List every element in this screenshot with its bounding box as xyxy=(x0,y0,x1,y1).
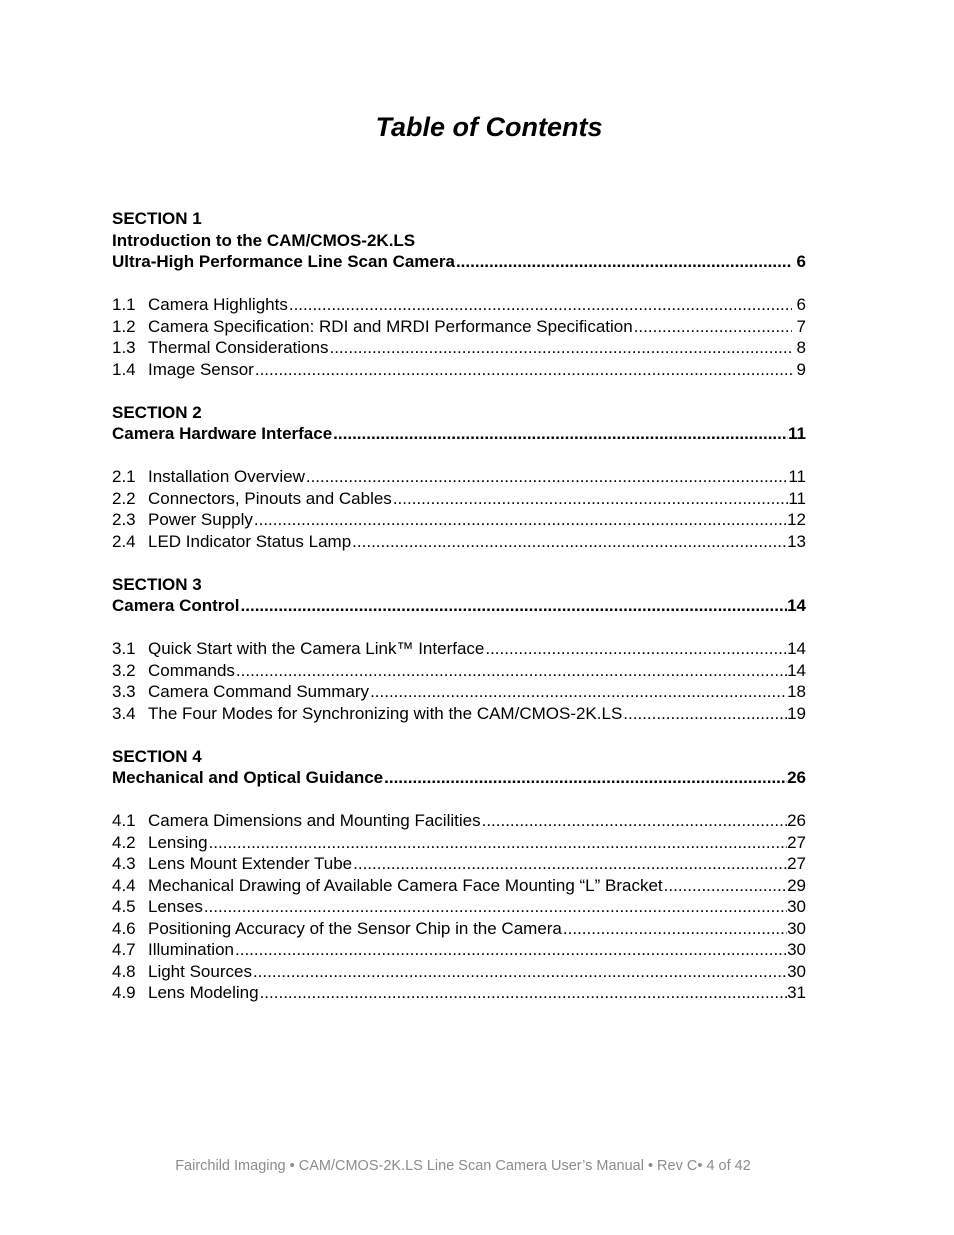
page-number: 11 xyxy=(788,488,806,508)
entry-text xyxy=(112,810,481,832)
table-of-contents xyxy=(112,208,806,1004)
dot-leader xyxy=(633,316,792,338)
page-number: 14 xyxy=(787,660,806,680)
entry-title: Light Sources xyxy=(148,961,252,981)
dot-leader xyxy=(332,423,788,445)
dot-leader xyxy=(252,961,787,983)
page-number: 6 xyxy=(791,295,806,314)
toc-entry[interactable] xyxy=(112,853,806,875)
entry-number: 4.3 xyxy=(112,854,136,873)
entry-title: Commands xyxy=(148,660,235,680)
page-number: 26 xyxy=(787,811,806,830)
spacer xyxy=(112,380,806,402)
entry-text xyxy=(112,488,392,510)
entry-title: Image Sensor xyxy=(148,359,254,379)
page-footer: Fairchild Imaging • CAM/CMOS-2K.LS Line Scan Camera User’s Manual • Rev C• 4 of 42 xyxy=(175,1158,751,1174)
section-heading-entry[interactable] xyxy=(112,251,806,273)
toc-section-2 xyxy=(112,402,806,574)
entry-number: 1.3 xyxy=(112,338,136,357)
toc-entry[interactable] xyxy=(112,896,806,918)
entry-text xyxy=(112,875,663,897)
dot-leader xyxy=(622,703,787,725)
entry-number: 4.5 xyxy=(112,897,136,916)
section-label: SECTION 1 xyxy=(112,209,202,228)
toc-entry[interactable] xyxy=(112,531,806,553)
entry-number: 4.8 xyxy=(112,961,136,981)
entry-text xyxy=(112,961,252,983)
entry-title: Lens Mount Extender Tube xyxy=(148,854,353,873)
toc-section-1 xyxy=(112,208,806,402)
dot-leader xyxy=(253,509,787,531)
dot-leader xyxy=(484,638,787,660)
toc-entry[interactable] xyxy=(112,660,806,682)
dot-leader xyxy=(663,875,787,897)
entry-number: 3.2 xyxy=(112,660,136,680)
toc-entry[interactable] xyxy=(112,294,806,316)
entry-number: 4.2 xyxy=(112,832,136,852)
page-number: 26 xyxy=(787,768,806,787)
spacer xyxy=(112,552,806,574)
toc-entry[interactable] xyxy=(112,982,806,1004)
entry-number: 2.4 xyxy=(112,531,136,551)
section-heading-entry[interactable] xyxy=(112,423,806,445)
section-heading: Camera Control xyxy=(112,596,240,615)
dot-leader xyxy=(351,531,787,553)
toc-entry[interactable] xyxy=(112,875,806,897)
entry-title: Lenses xyxy=(148,897,203,916)
section-heading: Camera Hardware Interface xyxy=(112,424,333,443)
entry-title: Installation Overview xyxy=(148,467,305,486)
entry-number: 4.4 xyxy=(112,875,136,895)
spacer xyxy=(112,789,806,811)
spacer xyxy=(112,724,806,746)
entry-text xyxy=(112,660,235,682)
page-number: 8 xyxy=(791,338,806,357)
entry-text xyxy=(112,939,234,961)
dot-leader xyxy=(208,832,788,854)
entry-number: 1.2 xyxy=(112,316,136,336)
entry-number: 4.1 xyxy=(112,811,136,830)
entry-text xyxy=(112,703,622,725)
page-number: 30 xyxy=(787,918,806,938)
page-number: 12 xyxy=(787,510,806,529)
entry-title: Connectors, Pinouts and Cables xyxy=(148,488,392,508)
spacer xyxy=(112,617,806,639)
entry-number: 4.9 xyxy=(112,983,136,1002)
entry-title: Quick Start with the Camera Link™ Interface xyxy=(148,639,485,658)
entry-title: Lens Modeling xyxy=(148,983,259,1002)
page-title: Table of Contents xyxy=(375,112,603,142)
toc-entry[interactable] xyxy=(112,638,806,660)
toc-entry[interactable] xyxy=(112,918,806,940)
section-heading-entry[interactable] xyxy=(112,767,806,789)
page-number: 18 xyxy=(787,682,806,701)
entry-text xyxy=(112,294,288,316)
page-number: 11 xyxy=(788,424,806,443)
entry-title: Camera Specification: RDI and MRDI Performance Specification xyxy=(148,316,633,336)
entry-number: 2.1 xyxy=(112,467,136,486)
toc-entry[interactable] xyxy=(112,488,806,510)
dot-leader xyxy=(392,488,789,510)
entry-text xyxy=(112,316,633,338)
entry-text xyxy=(112,359,254,381)
page-number: 30 xyxy=(787,961,806,981)
entry-text xyxy=(112,337,328,359)
section-heading-entry[interactable] xyxy=(112,595,806,617)
toc-entry[interactable] xyxy=(112,337,806,359)
entry-text xyxy=(112,638,484,660)
section-heading-line: Introduction to the CAM/CMOS-2K.LS xyxy=(112,230,416,250)
entry-text xyxy=(112,896,203,918)
page-number: 29 xyxy=(787,875,806,895)
dot-leader xyxy=(481,810,787,832)
toc-entry[interactable] xyxy=(112,359,806,381)
section-heading: Ultra-High Performance Line Scan Camera xyxy=(112,252,455,271)
page-number: 9 xyxy=(791,359,806,379)
entry-number: 2.3 xyxy=(112,510,136,529)
dot-leader xyxy=(305,466,789,488)
page-number: 27 xyxy=(787,832,806,852)
page-number: 13 xyxy=(787,531,806,551)
entry-text xyxy=(112,918,562,940)
entry-title: Power Supply xyxy=(148,510,253,529)
entry-text xyxy=(112,853,352,875)
entry-number: 2.2 xyxy=(112,488,136,508)
entry-title: Illumination xyxy=(148,940,234,959)
toc-entry[interactable] xyxy=(112,509,806,531)
entry-number: 3.3 xyxy=(112,682,136,701)
toc-entry[interactable] xyxy=(112,466,806,488)
toc-section-3 xyxy=(112,574,806,746)
entry-text xyxy=(112,982,259,1004)
dot-leader xyxy=(288,294,792,316)
dot-leader xyxy=(203,896,787,918)
page-number: 14 xyxy=(787,639,806,658)
entry-text xyxy=(112,832,208,854)
dot-leader xyxy=(383,767,787,789)
page-number: 7 xyxy=(791,316,806,336)
toc-section-4 xyxy=(112,746,806,1004)
entry-number: 1.1 xyxy=(112,295,136,314)
page-number: 11 xyxy=(788,467,806,486)
entry-text xyxy=(112,466,305,488)
entry-title: Positioning Accuracy of the Sensor Chip in the Camera xyxy=(148,918,562,938)
toc-entry[interactable] xyxy=(112,810,806,832)
entry-title: Mechanical Drawing of Available Camera Face Mounting “L” Bracket xyxy=(148,875,663,895)
dot-leader xyxy=(254,359,792,381)
entry-number: 1.4 xyxy=(112,359,136,379)
toc-entry[interactable] xyxy=(112,703,806,725)
dot-leader xyxy=(235,660,787,682)
page-number: 27 xyxy=(787,854,806,873)
entry-title: The Four Modes for Synchronizing with the CAM/CMOS-2K.LS xyxy=(148,703,623,723)
dot-leader xyxy=(455,251,792,273)
dot-leader xyxy=(259,982,788,1004)
dot-leader xyxy=(352,853,787,875)
toc-entry[interactable] xyxy=(112,832,806,854)
section-label: SECTION 4 xyxy=(112,746,202,766)
page-number: 19 xyxy=(787,703,806,723)
entry-text xyxy=(112,681,369,703)
entry-text xyxy=(112,531,351,553)
entry-number: 4.7 xyxy=(112,940,136,959)
entry-title: Camera Highlights xyxy=(148,295,288,314)
entry-text xyxy=(112,509,253,531)
page-number: 30 xyxy=(787,897,806,916)
entry-title: Thermal Considerations xyxy=(148,338,329,357)
page-number: 14 xyxy=(787,596,806,615)
section-heading: Mechanical and Optical Guidance xyxy=(112,768,384,787)
entry-number: 4.6 xyxy=(112,918,136,938)
page-number: 31 xyxy=(787,983,806,1002)
page-number: 30 xyxy=(787,940,806,959)
toc-entry[interactable] xyxy=(112,316,806,338)
toc-entry[interactable] xyxy=(112,939,806,961)
dot-leader xyxy=(240,595,788,617)
entry-title: Camera Command Summary xyxy=(148,682,370,701)
toc-entry[interactable] xyxy=(112,681,806,703)
dot-leader xyxy=(562,918,787,940)
entry-title: Camera Dimensions and Mounting Facilities xyxy=(148,811,481,830)
spacer xyxy=(112,445,806,467)
spacer xyxy=(112,273,806,295)
entry-title: LED Indicator Status Lamp xyxy=(148,531,352,551)
page-number: 6 xyxy=(791,252,806,271)
section-label: SECTION 2 xyxy=(112,402,202,422)
dot-leader xyxy=(234,939,787,961)
entry-number: 3.1 xyxy=(112,639,136,658)
dot-leader xyxy=(328,337,791,359)
entry-number: 3.4 xyxy=(112,703,136,723)
dot-leader xyxy=(369,681,787,703)
toc-entry[interactable] xyxy=(112,961,806,983)
entry-title: Lensing xyxy=(148,832,208,852)
section-label: SECTION 3 xyxy=(112,574,202,594)
